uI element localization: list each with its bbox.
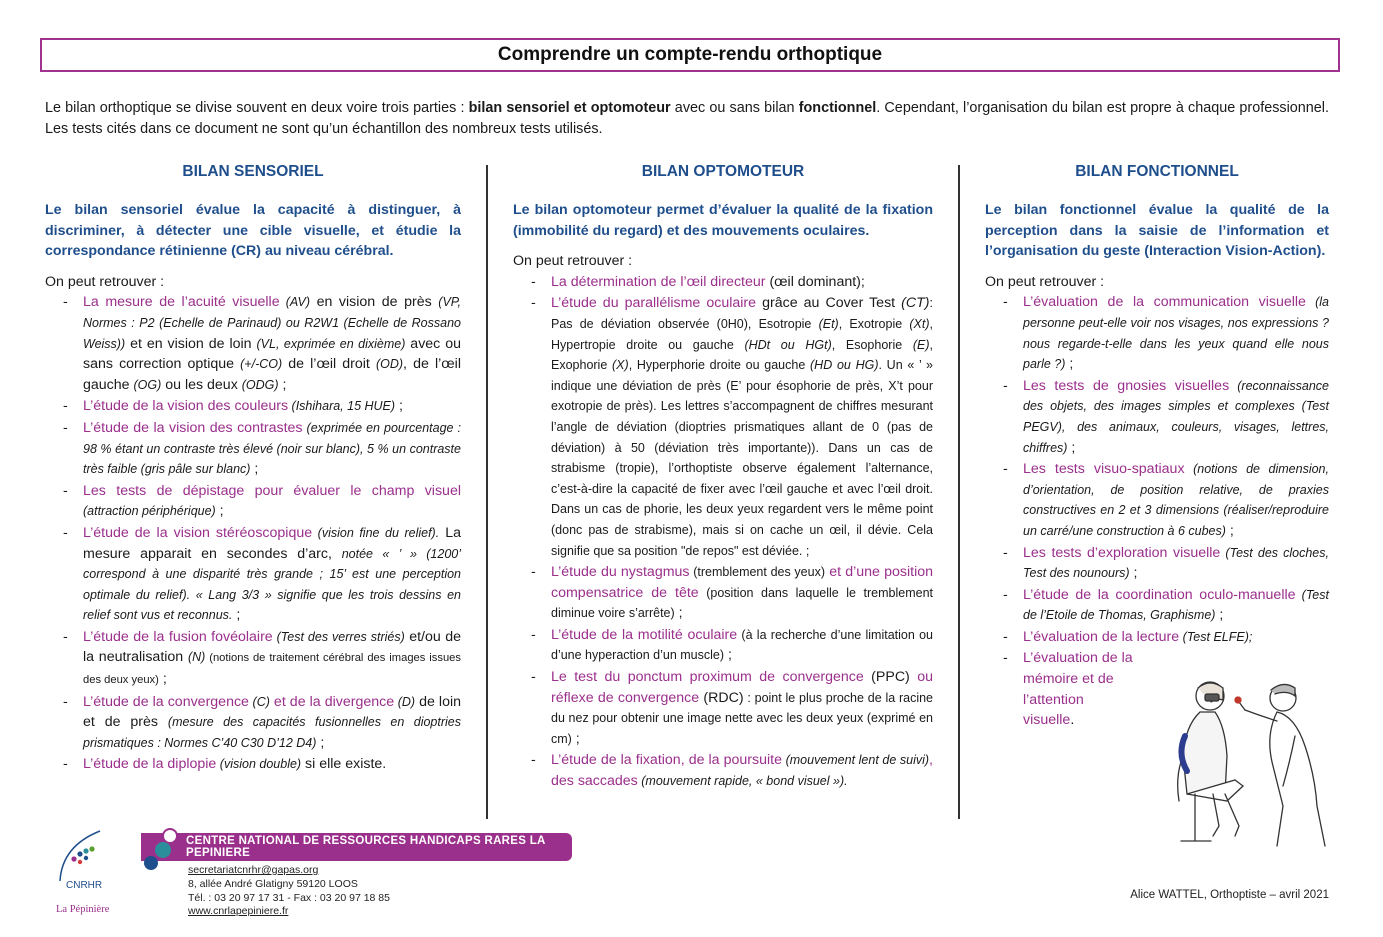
- column-optomoteur: [513, 162, 933, 793]
- list-item: - L’étude de la vision des couleurs (Ishihara, 15 HUE) ;: [63, 396, 461, 417]
- decor-dot: [144, 856, 158, 870]
- section-lead: Le bilan fonctionnel évalue la qualité de la perception dans la saisie de l’information et l’organisation du geste (Interaction Vision-Action).: [985, 202, 1329, 260]
- organization-banner: CENTRE NATIONAL DE RESSOURCES HANDICAPS RARES LA PEPINIERE: [141, 833, 572, 861]
- list-item: - Les tests de dépistage pour évaluer le champ visuel (attraction périphérique) ;: [63, 481, 461, 522]
- list-item: - L’étude de la coordination oculo-manuelle (Test de l’Etoile de Thomas, Graphisme) ;: [1003, 585, 1329, 626]
- list-item: - L’étude de la diplopie (vision double) si elle existe.: [63, 754, 461, 775]
- logo-subtext: La Pépinière: [56, 904, 110, 915]
- decor-dot: [155, 842, 171, 858]
- page-title: Comprendre un compte-rendu orthoptique: [497, 44, 883, 65]
- column-divider: [486, 165, 488, 819]
- list-item: - Le test du ponctum proximum de convergence (PPC) ou réflexe de convergence (RDC) : point le plus proche de la racine du nez pour obtenir une image nette avec les deux yeux (exprimé en cm) ;: [531, 667, 933, 749]
- contact-block: [188, 864, 390, 919]
- list-item: - L’étude du nystagmus (tremblement des yeux) et d’une position compensatrice de tête (position dans laquelle le tremblement diminue voire s’arrête) ;: [531, 562, 933, 624]
- section-intro: On peut retrouver :: [985, 273, 1105, 290]
- test-list: [63, 292, 461, 775]
- column-fonctionnel: [985, 162, 1329, 732]
- section-lead: Le bilan optomoteur permet d’évaluer la qualité de la fixation (immobilité du regard) et des mouvements oculaires.: [513, 202, 933, 239]
- author-signature: Alice WATTEL, Orthoptiste – avril 2021: [1130, 889, 1329, 901]
- phone: Tél. : 03 20 97 17 31 - Fax : 03 20 97 18 85: [188, 891, 390, 904]
- list-item: - Les tests visuo-spatiaux (notions de dimension, d’orientation, de position relative, de praxies constructives en 2 et 3 dimensions (réaliser/reproduire un carré/une construction à 6 cubes) ;: [1003, 459, 1329, 541]
- list-item: - L’étude de la vision des contrastes (exprimée en pourcentage : 98 % étant un contraste très élevé (noir sur blanc), 5 % un contraste très faible (gris pâle sur blanc) ;: [63, 418, 461, 480]
- title-frame: [40, 38, 1340, 72]
- section-lead: Le bilan sensoriel évalue la capacité à distinguer, à discriminer, à détecter une cible visuelle, et étudie la correspondance rétinienne (CR) au niveau cérébral.: [45, 202, 461, 260]
- list-item: - La mesure de l’acuité visuelle (AV) en vision de près (VP, Normes : P2 (Echelle de Parinaud) ou R2W1 (Echelle de Rossano Weiss)) et en vision de loin (VL, exprimée en dixième) avec ou sans correction optique (+/-CO) de l’œil droit (OD), de l’œil gauche (OG) ou les deux (ODG) ;: [63, 292, 461, 395]
- address: 8, allée André Glatigny 59120 LOOS: [188, 877, 358, 890]
- list-item: - La détermination de l’œil directeur (œil dominant);: [531, 272, 933, 293]
- website-link[interactable]: www.cnrlapepiniere.fr: [188, 905, 289, 918]
- list-item: - Les tests d’exploration visuelle (Test des cloches, Test des nounours) ;: [1003, 543, 1329, 584]
- section-title: BILAN SENSORIEL: [182, 163, 324, 180]
- list-item: - L’étude de la vision stéréoscopique (vision fine du relief). La mesure apparait en secondes d’arc, notée « ’ » (1200’ correspond à une disparité très grande ; 15’ est une perception optimale du relief). « Lang 3/3 » signifie que les trois dessins en relief sont vus et reconnus. ;: [63, 523, 461, 626]
- section-intro: On peut retrouver :: [45, 273, 165, 290]
- list-item: - L’évaluation de la lecture (Test ELFE);: [1003, 627, 1329, 648]
- section-title: BILAN FONCTIONNEL: [1075, 163, 1239, 180]
- column-sensoriel: [45, 162, 461, 776]
- list-item: - L’étude de la convergence (C) et de la divergence (D) de loin et de près (mesure des capacités fusionnelles en dioptries prismatiques : Normes C’40 C30 D’12 D4) ;: [63, 692, 461, 754]
- list-item: - L’étude de la fusion fovéolaire (Test des verres striés) et/ou de la neutralisation (N) (notions de traitement cérébral des images issues des deux yeux) ;: [63, 627, 461, 691]
- column-divider: [958, 165, 960, 819]
- intro-paragraph: Le bilan orthoptique se divise souvent en deux voire trois parties : bilan sensoriel et optomoteur avec ou sans bilan fonctionnel. Cependant, l’organisation du bilan est propre à chaque professionnel. Les tests cités dans ce document ne sont qu’un échantillon des nombreux tests utilisés.: [45, 100, 1329, 137]
- logo-text: CNRHR: [66, 880, 103, 891]
- list-item: - L’évaluation de la mémoire et de l’attention visuelle.: [1003, 648, 1138, 730]
- list-item: - L’évaluation de la communication visuelle (la personne peut-elle voir nos visages, nos expressions ? nous regarde-t-elle dans les yeux quand elle nous parle ?) ;: [1003, 292, 1329, 374]
- orthoptist-examining-child-illustration: [1165, 676, 1335, 851]
- list-item: - L’étude de la motilité oculaire (à la recherche d’une limitation ou d’une hyperaction d’un muscle) ;: [531, 625, 933, 666]
- cnrhr-logo: [50, 826, 120, 921]
- test-list: [1003, 292, 1329, 730]
- list-item: - Les tests de gnosies visuelles (reconnaissance des objets, des images simples et complexes (Test PEGV), des animaux, couleurs, visages, lettres, chiffres) ;: [1003, 376, 1329, 458]
- section-intro: On peut retrouver :: [513, 253, 633, 270]
- test-list: [531, 272, 933, 792]
- list-item: - L’étude de la fixation, de la poursuite (mouvement lent de suivi), des saccades (mouvement rapide, « bond visuel »).: [531, 750, 933, 791]
- email-link[interactable]: secretariatcnrhr@gapas.org: [188, 864, 319, 876]
- list-item: - L’étude du parallélisme oculaire grâce au Cover Test (CT): Pas de déviation observée (0H0), Esotropie (Et), Exotropie (Xt), Hypertropie droite ou gauche (HDt ou HGt), Esophorie (E), Exophorie (X), Hyperphorie droite ou gauche (HD ou HG). Un « ’ » indique une déviation de près (E’ pour ésophorie de près, X’t pour exotropie de près). Les lettres s’accompagnent de chiffres mesurant l’angle de déviation (dioptries prismatiques allant de 0 (pas de déviation) à 50 (déviation très importante)). Dans un cas de strabisme (tropie), l’orthoptiste observe également l’alternance, c’est-à-dire la capacité de fixer avec l’œil gauche et avec l’œil droit. Dans un cas de phorie, les deux yeux regardent vers le même point (donc pas de strabisme), mais si on cache un œil, il dévie. Cela signifie que sa position "de repos" est déviée. ;: [531, 293, 933, 561]
- section-title: BILAN OPTOMOTEUR: [641, 163, 805, 180]
